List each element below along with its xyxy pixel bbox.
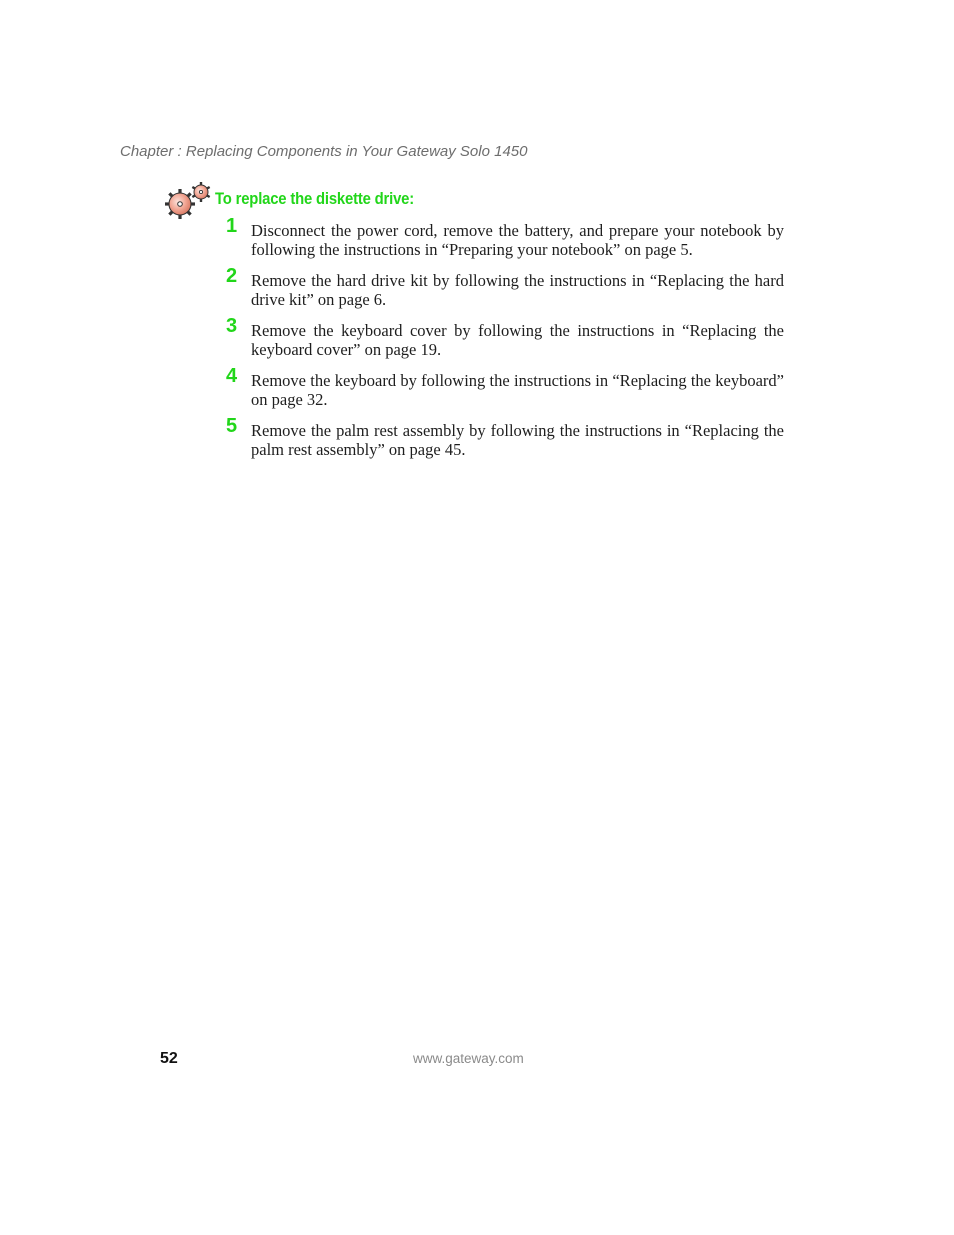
step-number: 3: [226, 315, 238, 337]
step-number: 1: [226, 215, 238, 237]
list-item: [224, 415, 784, 459]
gears-icon: [164, 182, 212, 222]
step-text: Remove the keyboard by following the instructions in “Replacing the keyboard” on page 32.: [251, 371, 784, 409]
running-header: Chapter : Replacing Components in Your Gateway Solo 1450: [120, 143, 528, 160]
list-item: [224, 365, 784, 409]
list-item: [224, 315, 784, 359]
list-item: [224, 265, 784, 309]
footer-url: www.gateway.com: [413, 1051, 524, 1066]
procedure-heading: To replace the diskette drive:: [215, 190, 414, 208]
step-number: 5: [226, 415, 238, 437]
steps-list: [224, 215, 784, 471]
step-text: Disconnect the power cord, remove the battery, and prepare your notebook by following the instructions in “Preparing your notebook” on page 5.: [251, 221, 784, 259]
step-number: 2: [226, 265, 238, 287]
step-text: Remove the hard drive kit by following the instructions in “Replacing the hard drive kit” on page 6.: [251, 271, 784, 309]
step-text: Remove the keyboard cover by following the instructions in “Replacing the keyboard cover” on page 19.: [251, 321, 784, 359]
step-text: Remove the palm rest assembly by following the instructions in “Replacing the palm rest assembly” on page 45.: [251, 421, 784, 459]
step-number: 4: [226, 365, 238, 387]
page-number: 52: [160, 1050, 178, 1067]
list-item: [224, 215, 784, 259]
